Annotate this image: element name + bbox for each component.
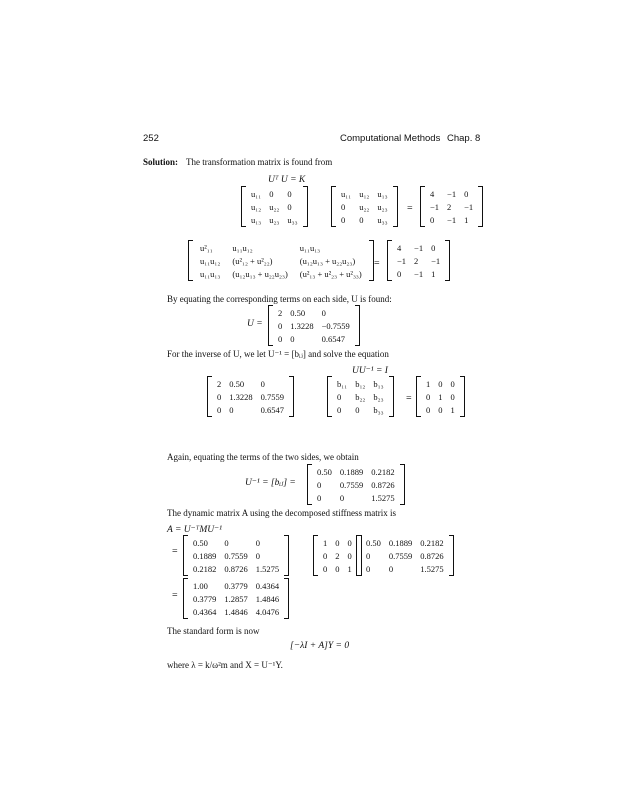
matrix-cell: 1.5275 <box>255 563 280 574</box>
matrix-cell: 0.50 <box>290 307 306 318</box>
matrix-row <box>422 390 459 403</box>
matrix-cell: 0 <box>464 188 469 199</box>
matrix-cell: u²₁₁ <box>200 242 213 253</box>
matrix-cell: 0.8726 <box>420 550 444 561</box>
matrix-cell: u₂₃ <box>377 201 388 212</box>
matrix-cell: u₂₂ <box>359 201 370 212</box>
matrix-cell: 1.4846 <box>255 593 280 604</box>
matrix-cell: 2 <box>335 550 340 561</box>
matrix-cell: 4 <box>397 242 402 253</box>
matrix-row <box>393 241 444 254</box>
matrix-cell: 0.2182 <box>193 563 217 574</box>
paragraph-again: Again, equating the terms of the two sides, we obtain <box>167 452 359 462</box>
matrix-cell: 0.50 <box>193 537 208 548</box>
matrix-cell: 0 <box>339 492 345 503</box>
matrix-row <box>422 403 459 416</box>
matrix-cell: 1 <box>464 214 469 225</box>
matrix-cell: 0 <box>341 201 346 212</box>
matrix-row <box>426 213 477 226</box>
matrix-cell: 0 <box>335 537 340 548</box>
matrix-row <box>333 403 388 416</box>
matrix-cell: 0 <box>255 537 260 548</box>
matrix-cell: 0 <box>335 563 340 574</box>
matrix-cell: 0 <box>278 320 283 331</box>
matrix-cell: 2 <box>447 201 452 212</box>
matrix-row <box>189 592 283 605</box>
matrix-row <box>337 213 392 226</box>
matrix-cell: 0 <box>321 307 326 318</box>
matrix-row <box>319 549 356 562</box>
matrix-cell: 0 <box>355 404 360 415</box>
matrix-cell: 1.4846 <box>224 606 248 617</box>
matrix-cell: 0 <box>347 550 352 561</box>
matrix-row <box>247 187 302 200</box>
matrix-u-second <box>207 376 294 417</box>
intro-text: The transformation matrix is found from <box>186 157 333 167</box>
matrix-cell: u₁₁u₁₂ <box>232 242 253 253</box>
matrix-cell: 0 <box>438 404 443 415</box>
paragraph-where: where λ = k/ω²m and X = U⁻¹Y. <box>167 660 283 670</box>
matrix-cell: 0.1889 <box>388 537 413 548</box>
matrix-cell: 0 <box>323 550 328 561</box>
matrix-cell: 0.7559 <box>224 550 248 561</box>
matrix-cell: 0 <box>317 492 322 503</box>
matrix-cell: −1 <box>430 201 440 212</box>
matrix-cell: −1 <box>397 255 407 266</box>
matrix-row <box>189 579 283 592</box>
matrix-row <box>426 187 477 200</box>
matrix-cell: 0.4364 <box>193 606 217 617</box>
matrix-cell: b₂₂ <box>355 391 366 402</box>
matrix-row <box>194 241 368 254</box>
matrix-cell: 0 <box>217 391 222 402</box>
matrix-cell: −1 <box>414 242 424 253</box>
matrix-u-inverse-2 <box>356 535 454 576</box>
matrix-cell: −1 <box>447 214 457 225</box>
matrix-cell: u₂₂ <box>269 201 280 212</box>
matrix-cell: −0.7559 <box>321 320 350 331</box>
matrix-cell: u₃₃ <box>377 214 388 225</box>
matrix-cell: 0.2182 <box>371 466 395 477</box>
matrix-cell: 1.5275 <box>371 492 395 503</box>
matrix-cell: 0 <box>229 404 234 415</box>
matrix-cell: 0 <box>366 563 371 574</box>
matrix-cell: 0.8726 <box>224 563 248 574</box>
matrix-cell: 2 <box>217 378 222 389</box>
matrix-cell: b₁₃ <box>373 378 384 389</box>
equals-sign: = <box>172 590 178 601</box>
matrix-cell: u₁₃ <box>251 214 262 225</box>
matrix-cell: 0 <box>278 333 283 344</box>
u-inverse-label: U⁻¹ = [bᵢⱼ] = <box>245 478 296 488</box>
matrix-cell: 0.6547 <box>260 404 284 415</box>
matrix-cell: 0 <box>450 391 455 402</box>
matrix-cell: 0 <box>450 378 455 389</box>
matrix-cell: 0 <box>347 537 352 548</box>
matrix-cell: 1.2857 <box>224 593 248 604</box>
matrix-row <box>247 213 302 226</box>
matrix-cell: 0.3779 <box>193 593 217 604</box>
equals-sign: = <box>406 393 412 404</box>
matrix-cell: 0 <box>317 479 322 490</box>
matrix-cell: 1.3228 <box>290 320 314 331</box>
matrix-cell: 0 <box>438 378 443 389</box>
matrix-cell: u₁₃ <box>377 188 388 199</box>
page-number: 252 <box>143 133 159 144</box>
matrix-row <box>362 549 448 562</box>
matrix-cell: b₃₃ <box>373 404 384 415</box>
matrix-cell: 0.1889 <box>339 466 364 477</box>
equation-uui: UU⁻¹ = I <box>352 366 388 376</box>
matrix-cell: 0.50 <box>366 537 381 548</box>
matrix-cell: 2 <box>278 307 283 318</box>
matrix-row <box>274 306 354 319</box>
matrix-row <box>422 377 459 390</box>
chapter-label: Chap. 8 <box>447 133 481 144</box>
equals-sign: = <box>374 258 380 269</box>
matrix-cell: −1 <box>414 268 424 279</box>
matrix-cell: 1 <box>450 404 455 415</box>
matrix-k <box>420 186 483 227</box>
matrix-cell: 0 <box>337 404 342 415</box>
matrix-cell: 4.0476 <box>255 606 280 617</box>
matrix-row <box>362 536 448 549</box>
matrix-cell: 0 <box>397 268 402 279</box>
matrix-cell: u₁₁ <box>251 188 262 199</box>
matrix-cell: 0.1889 <box>193 550 217 561</box>
paragraph-standard: The standard form is now <box>167 626 260 636</box>
matrix-cell: 0.6547 <box>321 333 345 344</box>
matrix-row <box>319 536 356 549</box>
matrix-row <box>319 562 356 575</box>
matrix-cell: 0 <box>260 378 265 389</box>
matrix-row <box>337 187 392 200</box>
matrix-cell: 0 <box>359 214 364 225</box>
matrix-cell: 0.2182 <box>420 537 444 548</box>
matrix-cell: −1 <box>464 201 474 212</box>
matrix-cell: 2 <box>414 255 419 266</box>
matrix-cell: b₁₁ <box>337 378 348 389</box>
matrix-cell: 0.7559 <box>260 391 284 402</box>
matrix-cell: 0 <box>224 537 229 548</box>
matrix-cell: 0.50 <box>317 466 332 477</box>
matrix-a-result <box>183 578 289 619</box>
matrix-u <box>331 186 398 227</box>
paragraph-inverse: For the inverse of U, we let U⁻¹ = [bᵢⱼ] and solve the equation <box>167 349 389 359</box>
paragraph-dynamic: The dynamic matrix A using the decomposed stiffness matrix is <box>167 508 397 518</box>
matrix-row <box>189 562 283 575</box>
matrix-cell: 0 <box>431 242 436 253</box>
matrix-row <box>213 403 288 416</box>
matrix-row <box>393 254 444 267</box>
matrix-identity <box>416 376 465 417</box>
matrix-u-result <box>268 305 360 346</box>
matrix-row <box>393 267 444 280</box>
matrix-cell: −1 <box>431 255 441 266</box>
matrix-cell: 1.3228 <box>229 391 253 402</box>
matrix-cell: u₁₁u₁₃ <box>200 268 221 279</box>
u-label: U = <box>247 319 263 329</box>
matrix-cell: u₁₂ <box>359 188 370 199</box>
matrix-cell: b₂₃ <box>373 391 384 402</box>
matrix-cell: 1 <box>323 537 328 548</box>
matrix-cell: 0.8726 <box>371 479 395 490</box>
matrix-cell: u₁₂ <box>251 201 262 212</box>
matrix-expanded <box>188 240 374 281</box>
matrix-cell: 0.4364 <box>255 580 280 591</box>
matrix-cell: 0 <box>426 391 431 402</box>
matrix-cell: u₁₁u₁₂ <box>200 255 221 266</box>
matrix-row <box>274 332 354 345</box>
matrix-cell: 0 <box>287 188 292 199</box>
matrix-u-transpose <box>241 186 308 227</box>
equals-sign: = <box>407 203 413 214</box>
matrix-cell: 1 <box>431 268 436 279</box>
matrix-m <box>313 535 362 576</box>
matrix-cell: 1.5275 <box>420 563 444 574</box>
matrix-cell: 1 <box>438 391 443 402</box>
matrix-cell: 0 <box>269 188 274 199</box>
matrix-k <box>387 240 450 281</box>
matrix-cell: (u₁₂u₁₃ + u₂₂u₂₃) <box>232 268 288 279</box>
matrix-cell: b₁₂ <box>355 378 366 389</box>
equation-standard: [−λI + A]Y = 0 <box>290 641 350 651</box>
matrix-cell: 4 <box>430 188 435 199</box>
matrix-b <box>327 376 394 417</box>
matrix-row <box>337 200 392 213</box>
equals-sign: = <box>172 546 178 557</box>
matrix-row <box>274 319 354 332</box>
matrix-row <box>362 562 448 575</box>
running-title: Computational Methods <box>340 133 441 144</box>
matrix-u-inverse-transpose <box>183 535 289 576</box>
matrix-row <box>426 200 477 213</box>
matrix-cell: 1 <box>347 563 352 574</box>
matrix-cell: u₁₁ <box>341 188 352 199</box>
matrix-cell: 0.50 <box>229 378 245 389</box>
matrix-row <box>247 200 302 213</box>
matrix-cell: 0 <box>341 214 346 225</box>
matrix-row <box>194 254 368 267</box>
solution-label: Solution: <box>143 157 179 167</box>
matrix-cell: 0.3779 <box>224 580 248 591</box>
matrix-cell: 0.7559 <box>388 550 413 561</box>
paragraph-equate: By equating the corresponding terms on each side, U is found: <box>167 294 392 304</box>
matrix-cell: 0 <box>217 404 222 415</box>
matrix-cell: 1.00 <box>193 580 208 591</box>
matrix-u-inverse <box>307 464 405 505</box>
matrix-cell: 0 <box>290 333 295 344</box>
matrix-row <box>313 491 399 504</box>
matrix-cell: 0.7559 <box>339 479 364 490</box>
matrix-row <box>213 377 288 390</box>
matrix-cell: 0 <box>366 550 371 561</box>
equation-utuk: Uᵀ U = K <box>268 175 306 185</box>
matrix-row <box>189 536 283 549</box>
matrix-cell: −1 <box>447 188 457 199</box>
matrix-row <box>313 465 399 478</box>
matrix-row <box>333 377 388 390</box>
matrix-cell: u₂₃ <box>269 214 280 225</box>
matrix-row <box>189 549 283 562</box>
equation-a: A = U⁻ᵀMU⁻¹ <box>167 525 222 535</box>
matrix-cell: u₁₁u₁₃ <box>299 242 321 253</box>
matrix-cell: 1 <box>426 378 431 389</box>
matrix-cell: 0 <box>430 214 435 225</box>
matrix-row <box>213 390 288 403</box>
matrix-cell: 0 <box>255 550 260 561</box>
matrix-cell: (u²₁₂ + u²₂₂) <box>232 255 273 266</box>
matrix-cell: u₃₃ <box>287 214 298 225</box>
matrix-cell: (u²₁₃ + u²₂₃ + u²₃₃) <box>299 268 362 279</box>
matrix-cell: 0 <box>337 391 342 402</box>
matrix-cell: 0 <box>323 563 328 574</box>
matrix-cell: 0 <box>287 201 292 212</box>
matrix-row <box>194 267 368 280</box>
matrix-cell: 0 <box>388 563 394 574</box>
matrix-row <box>189 605 283 618</box>
matrix-cell: 0 <box>426 404 431 415</box>
matrix-row <box>313 478 399 491</box>
matrix-row <box>333 390 388 403</box>
matrix-cell: (u₁₂u₁₃ + u₂₂u₂₃) <box>299 255 356 266</box>
